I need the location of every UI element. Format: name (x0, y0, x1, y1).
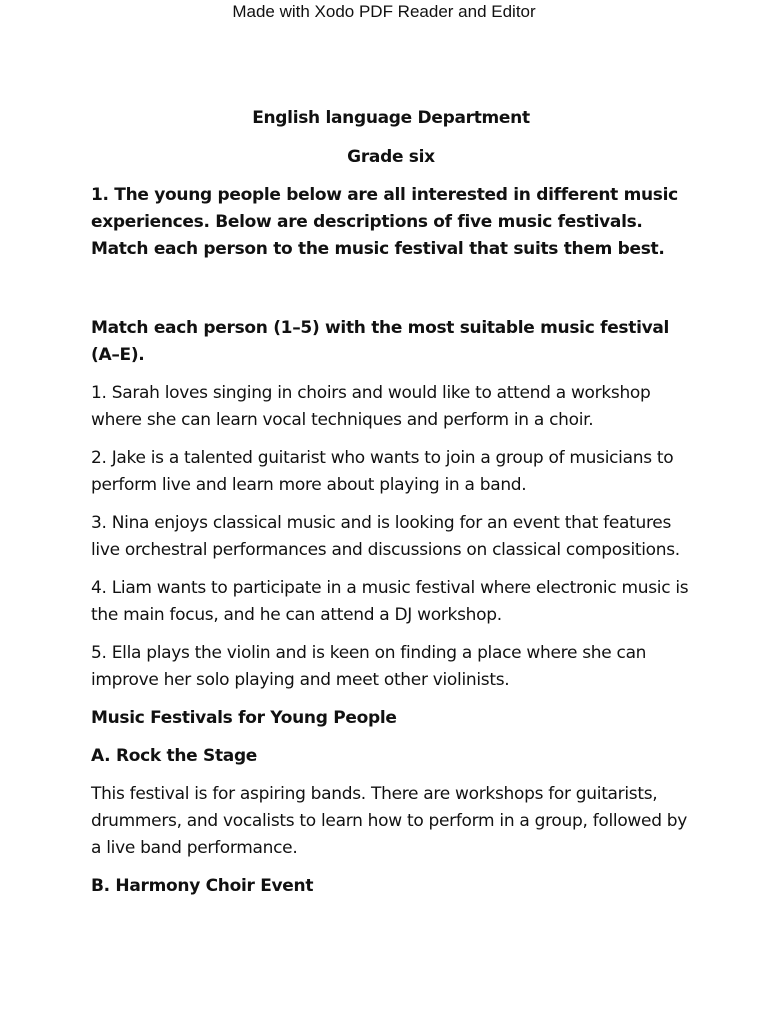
match-instruction: Match each person (1–5) with the most suitable music festival (A–E). (91, 318, 670, 365)
festival-a-title: A. Rock the Stage (91, 746, 258, 766)
festival-b-title: B. Harmony Choir Event (91, 876, 314, 896)
xodo-watermark: Made with Xodo PDF Reader and Editor (232, 2, 536, 21)
department-title: English language Department (252, 108, 530, 128)
person-item-nina: 3. Nina enjoys classical music and is looking for an event that features live orchestral performances and discussions on classical compositions. (91, 513, 680, 560)
festivals-heading: Music Festivals for Young People (91, 708, 397, 728)
document-page (91, 105, 691, 911)
grade-title: Grade six (347, 147, 435, 167)
person-item-sarah: 1. Sarah loves singing in choirs and would like to attend a workshop where she can learn vocal techniques and perform in a choir. (91, 383, 651, 430)
festival-a-description: This festival is for aspiring bands. There are workshops for guitarists, drummers, and vocalists to learn how to perform in a group, followed by a live band performance. (91, 784, 688, 858)
question-instruction: 1. The young people below are all interested in different music experiences. Below are descriptions of five music festivals. Match each person to the music festival that suits them best. (91, 185, 678, 259)
person-item-liam: 4. Liam wants to participate in a music festival where electronic music is the main focus, and he can attend a DJ workshop. (91, 578, 689, 625)
person-item-ella: 5. Ella plays the violin and is keen on finding a place where she can improve her solo playing and meet other violinists. (91, 643, 647, 690)
person-item-jake: 2. Jake is a talented guitarist who wants to join a group of musicians to perform live and learn more about playing in a band. (91, 448, 674, 495)
